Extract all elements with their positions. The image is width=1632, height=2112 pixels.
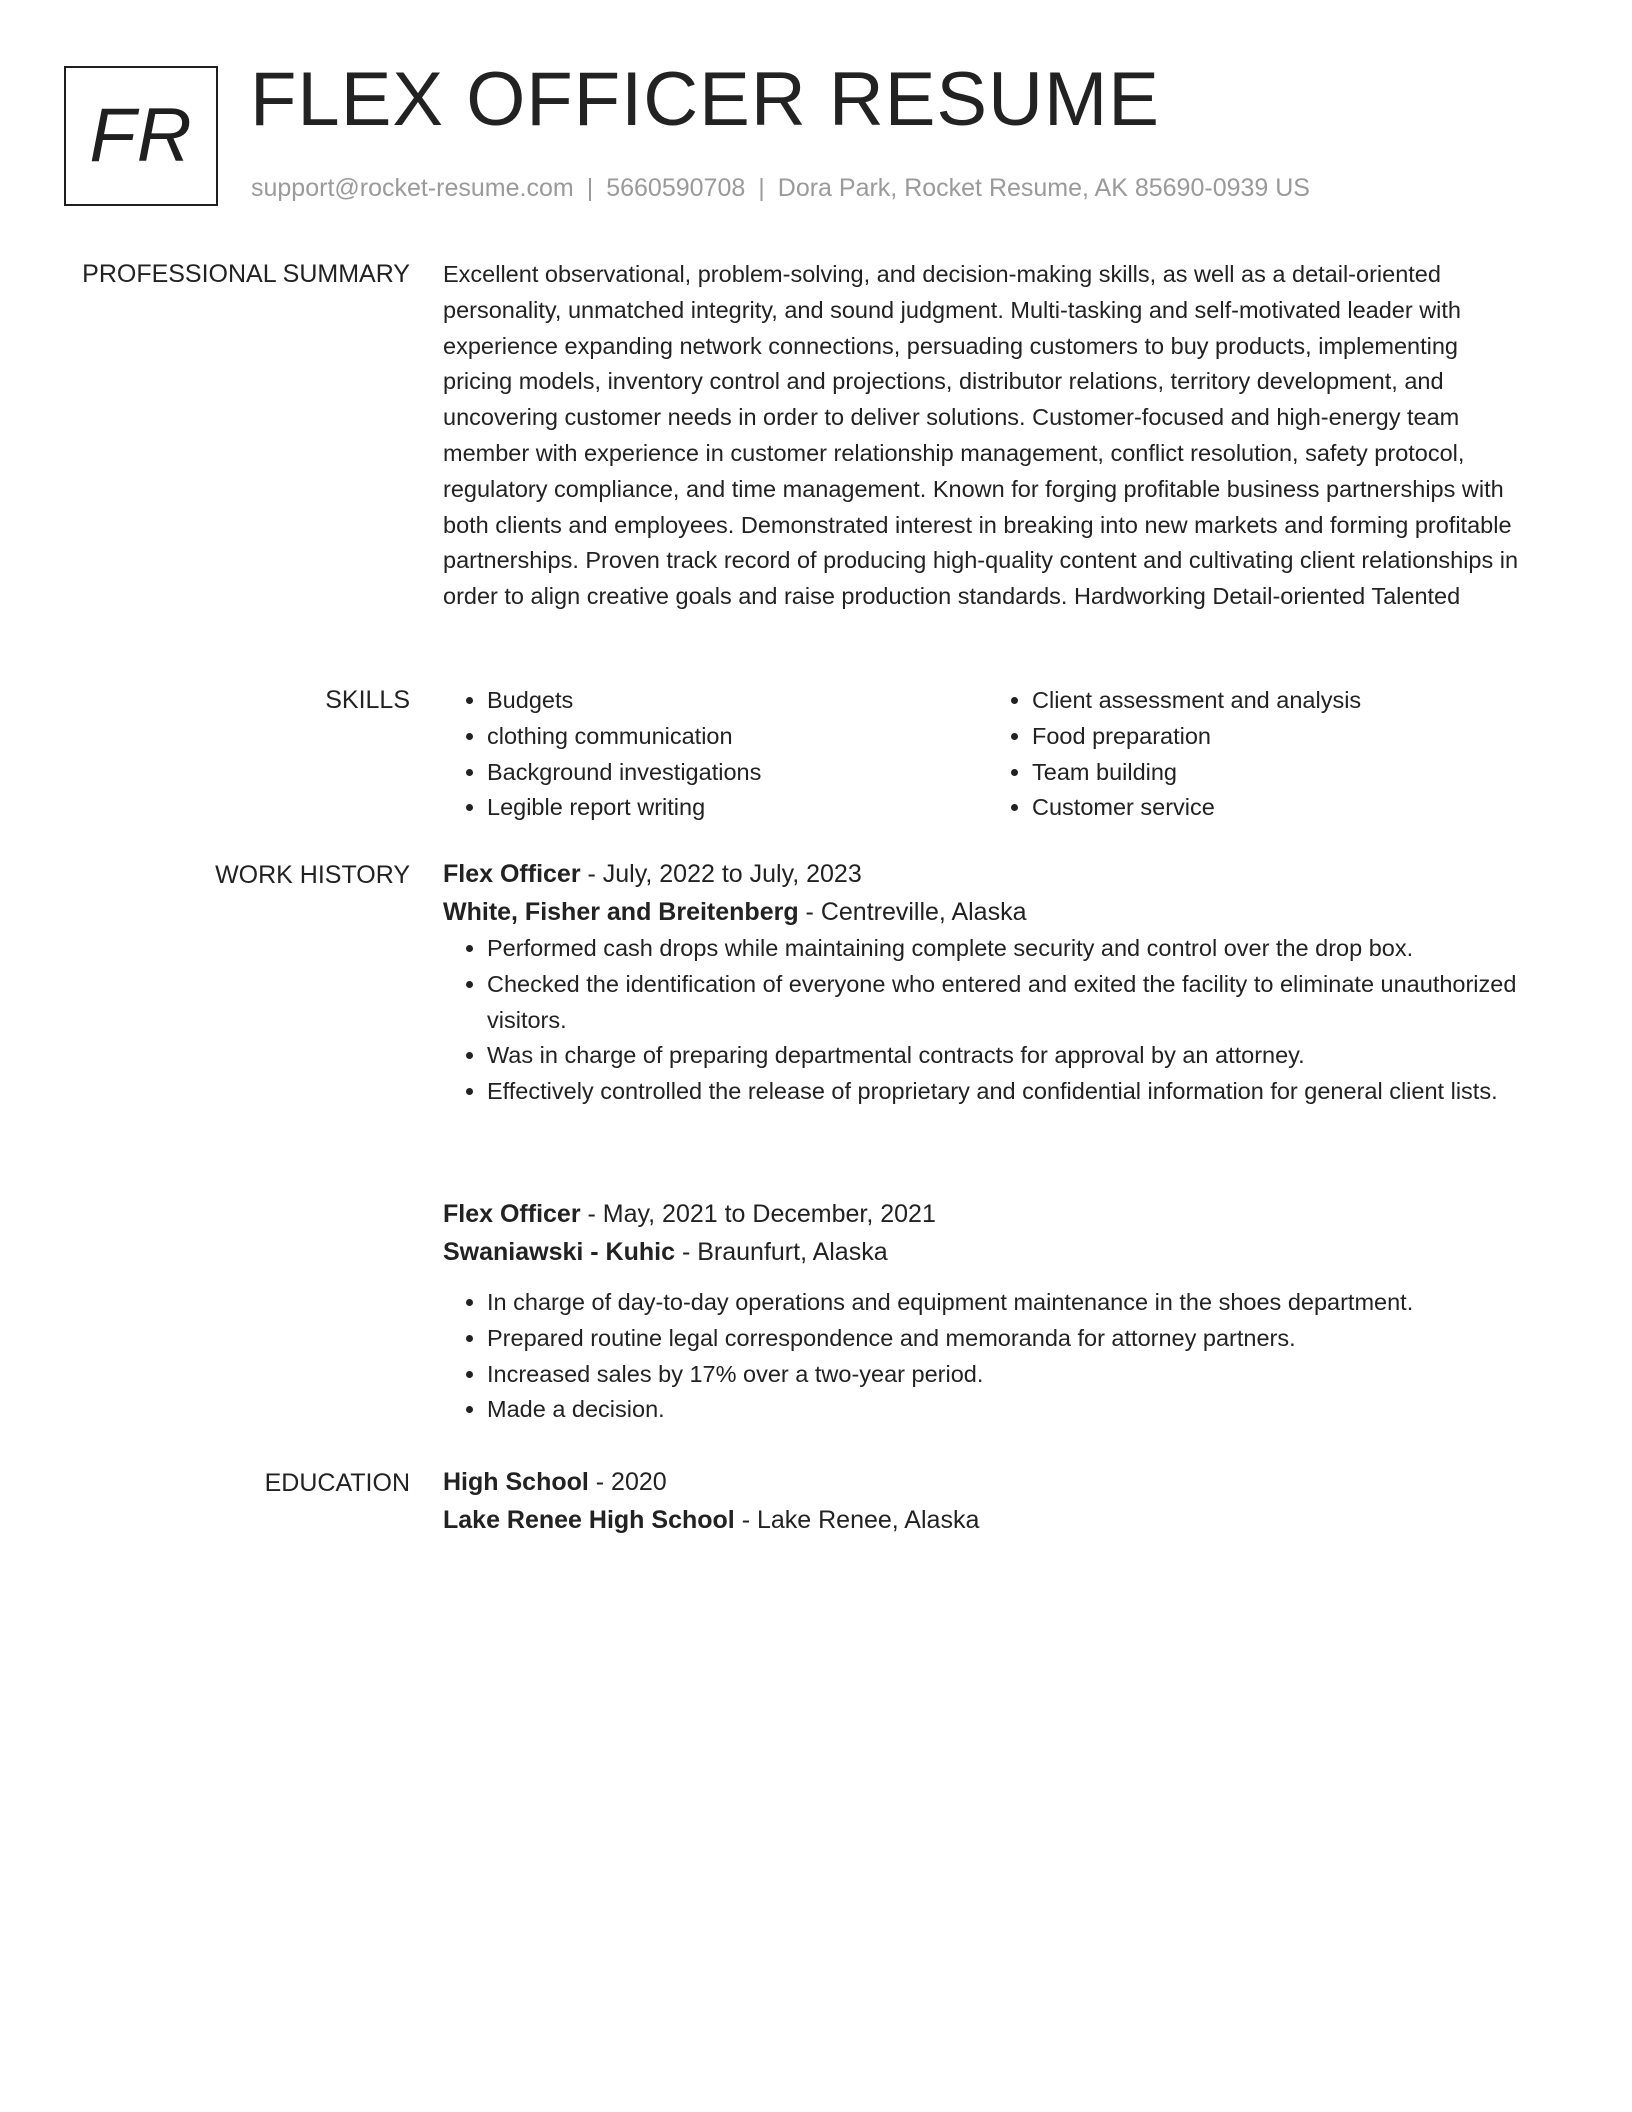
education-degree: High School (443, 1468, 589, 1496)
contact-separator: | (758, 174, 765, 202)
education-year: - 2020 (588, 1468, 667, 1496)
contact-line (251, 173, 1310, 203)
job-location: - Braunfurt, Alaska (675, 1238, 888, 1266)
monogram-initials: FR (89, 93, 193, 178)
job-entry (443, 1195, 1533, 1428)
job-bullet: • Effectively controlled the release of proprietary and confidential information for general client lists. (487, 1074, 1533, 1110)
job-title: Flex Officer (443, 860, 581, 888)
job-title-line (443, 1195, 1533, 1233)
skill-item: • Customer service (1032, 790, 1533, 826)
skill-item: • Food preparation (1032, 719, 1533, 755)
job-bullet: • Made a decision. (487, 1392, 1533, 1428)
job-title-line (443, 855, 1533, 893)
education-heading: EDUCATION (264, 1469, 410, 1497)
job-company-line (443, 893, 1533, 931)
job-bullet: • Checked the identification of everyone who entered and exited the facility to eliminate unauthorized visitors. (487, 967, 1533, 1039)
job-dates: - July, 2022 to July, 2023 (580, 860, 862, 888)
education-school: Lake Renee High School (443, 1506, 735, 1534)
job-company: Swaniawski - Kuhic (443, 1238, 676, 1266)
skills-columns (443, 683, 1533, 826)
summary-body (443, 257, 1533, 615)
resume-title: FLEX OFFICER RESUME (250, 57, 1160, 142)
monogram-box (64, 66, 218, 206)
job-entry (443, 855, 1533, 1110)
skills-list-right (988, 683, 1533, 826)
education-body (443, 1463, 1533, 1539)
work-heading: WORK HISTORY (215, 861, 410, 889)
skill-item: • clothing communication (487, 719, 988, 755)
contact-email[interactable]: support@rocket-resume.com (251, 174, 574, 202)
job-location: - Centreville, Alaska (798, 898, 1027, 926)
skills-column-right (988, 683, 1533, 826)
job-bullet: • Was in charge of preparing departmental contracts for approval by an attorney. (487, 1038, 1533, 1074)
education-location: - Lake Renee, Alaska (734, 1506, 980, 1534)
skill-item: • Legible report writing (487, 790, 988, 826)
skills-heading: SKILLS (325, 686, 410, 714)
summary-text: Excellent observational, problem-solving, and decision-making skills, as well as a detail-oriented personality, unmatched integrity, and sound judgment. Multi-tasking and self-motivated leader with experience expanding network connections, persuading customers to buy products, implementing pricing models, inventory control and projections, distributor relations, territory development, and uncovering customer needs in order to deliver solutions. Customer-focused and high-energy team member with experience in customer relationship management, conflict resolution, safety protocol, regulatory compliance, and time management. Known for forging profitable business partnerships with both clients and employees. Demonstrated interest in breaking into new markets and forming profitable partnerships. Proven track record of producing high-quality content and cultivating client relationships in order to align creative goals and raise production standards. Hardworking Detail-oriented Talented (443, 261, 1519, 610)
job-dates: - May, 2021 to December, 2021 (580, 1200, 936, 1228)
job-bullets (443, 931, 1533, 1110)
summary-heading: PROFESSIONAL SUMMARY (82, 260, 410, 288)
job-company-line (443, 1233, 1533, 1271)
education-school-line (443, 1501, 1533, 1539)
skill-item: • Budgets (487, 683, 988, 719)
education-degree-line (443, 1463, 1533, 1501)
job-bullet: • In charge of day-to-day operations and equipment maintenance in the shoes department. (487, 1285, 1533, 1321)
skills-column-left (443, 683, 988, 826)
job-bullet: • Prepared routine legal correspondence and memoranda for attorney partners. (487, 1321, 1533, 1357)
skill-item: • Team building (1032, 755, 1533, 791)
job-bullet: • Performed cash drops while maintaining complete security and control over the drop box. (487, 931, 1533, 967)
job-company: White, Fisher and Breitenberg (443, 898, 799, 926)
contact-address: Dora Park, Rocket Resume, AK 85690-0939 US (777, 174, 1310, 202)
skills-list-left (443, 683, 988, 826)
skill-item: • Client assessment and analysis (1032, 683, 1533, 719)
contact-separator: | (586, 174, 594, 202)
job-bullets (443, 1285, 1533, 1428)
contact-phone[interactable]: 5660590708 (606, 174, 746, 202)
skill-item: • Background investigations (487, 755, 988, 791)
skills-body (443, 683, 1533, 826)
job-title: Flex Officer (443, 1200, 581, 1228)
job-bullet: • Increased sales by 17% over a two-year period. (487, 1357, 1533, 1393)
